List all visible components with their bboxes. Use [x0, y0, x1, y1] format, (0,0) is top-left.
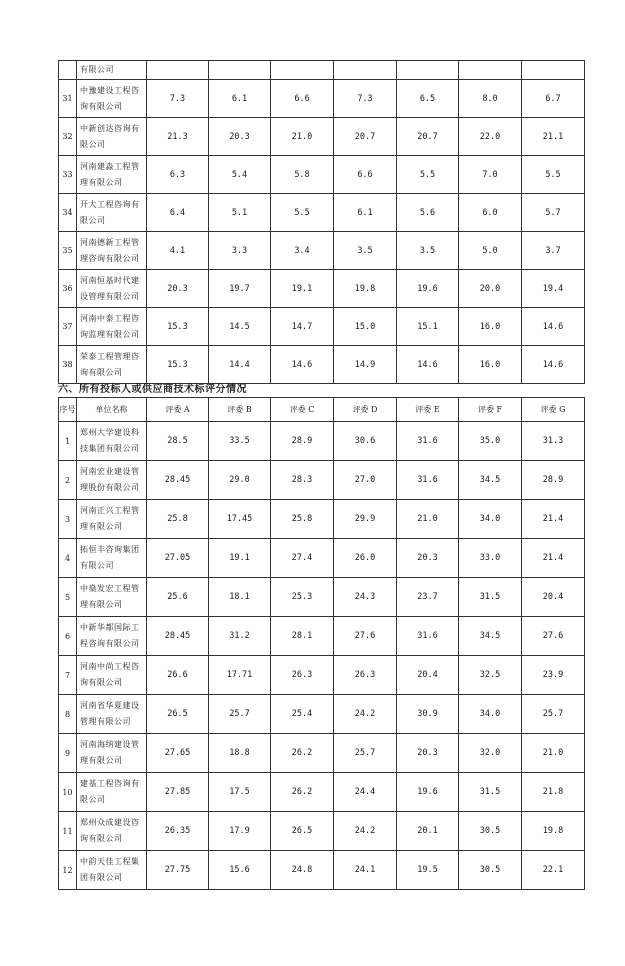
table-row [59, 232, 585, 270]
table-row [59, 656, 585, 695]
score-cell: 21.8 [522, 773, 585, 812]
score-cell: 3.3 [209, 232, 271, 270]
score-cell: 33.5 [209, 422, 271, 461]
row-number: 3 [59, 500, 77, 539]
score-cell: 20.4 [397, 656, 459, 695]
score-cell: 5.7 [522, 194, 585, 232]
score-cell: 27.4 [271, 539, 334, 578]
score-cell: 30.5 [459, 812, 522, 851]
score-cell: 6.6 [271, 80, 334, 118]
score-cell: 5.5 [397, 156, 459, 194]
score-cell: 19.4 [522, 270, 585, 308]
table-row [59, 270, 585, 308]
row-number: 32 [59, 118, 77, 156]
score-cell: 19.6 [397, 773, 459, 812]
score-cell: 8.0 [459, 80, 522, 118]
score-cell: 3.5 [334, 232, 397, 270]
score-cell: 19.7 [209, 270, 271, 308]
row-number: 6 [59, 617, 77, 656]
score-cell: 25.4 [271, 695, 334, 734]
row-number: 8 [59, 695, 77, 734]
score-cell: 31.5 [459, 578, 522, 617]
score-cell: 23.7 [397, 578, 459, 617]
score-cell: 20.3 [397, 539, 459, 578]
score-cell: 34.5 [459, 461, 522, 500]
score-cell: 25.7 [334, 734, 397, 773]
score-cell: 27.85 [147, 773, 209, 812]
table-row [59, 734, 585, 773]
score-cell: 6.0 [459, 194, 522, 232]
score-cell: 17.71 [209, 656, 271, 695]
score-cell: 5.1 [209, 194, 271, 232]
score-cell: 30.6 [334, 422, 397, 461]
score-cell: 15.0 [334, 308, 397, 346]
score-cell: 27.6 [334, 617, 397, 656]
technical-score-table [58, 397, 585, 890]
score-cell: 14.5 [209, 308, 271, 346]
score-cell: 29.0 [209, 461, 271, 500]
score-cell: 22.1 [522, 851, 585, 890]
score-cell: 27.6 [522, 617, 585, 656]
row-number: 11 [59, 812, 77, 851]
score-cell: 14.6 [522, 308, 585, 346]
score-cell: 17.5 [209, 773, 271, 812]
table-row [59, 539, 585, 578]
score-cell: 24.8 [271, 851, 334, 890]
row-number: 1 [59, 422, 77, 461]
company-name: 河南海纳建设管理有限公司 [77, 734, 147, 773]
score-cell: 21.3 [147, 118, 209, 156]
score-cell: 33.0 [459, 539, 522, 578]
score-cell: 15.1 [397, 308, 459, 346]
header-cell: 评委 G [522, 398, 585, 422]
company-name: 有限公司 [77, 61, 147, 80]
score-cell: 31.6 [397, 461, 459, 500]
score-cell: 35.0 [459, 422, 522, 461]
company-name: 中豫建设工程咨询有限公司 [77, 80, 147, 118]
score-cell: 16.0 [459, 308, 522, 346]
score-cell: 25.8 [147, 500, 209, 539]
score-cell: 18.1 [209, 578, 271, 617]
score-cell: 26.2 [271, 734, 334, 773]
score-cell: 5.4 [209, 156, 271, 194]
score-cell: 21.0 [271, 118, 334, 156]
score-cell: 14.4 [209, 346, 271, 384]
score-cell: 20.3 [209, 118, 271, 156]
score-cell: 14.6 [397, 346, 459, 384]
score-cell: 26.0 [334, 539, 397, 578]
row-number: 38 [59, 346, 77, 384]
table-row [59, 500, 585, 539]
score-cell: 26.3 [271, 656, 334, 695]
score-cell: 16.0 [459, 346, 522, 384]
header-cell: 评委 E [397, 398, 459, 422]
score-cell: 34.0 [459, 500, 522, 539]
header-row [59, 398, 585, 422]
score-cell: 34.0 [459, 695, 522, 734]
score-cell: 19.5 [397, 851, 459, 890]
score-cell: 5.8 [271, 156, 334, 194]
score-cell: 6.4 [147, 194, 209, 232]
company-name: 中韵天佳工程集团有限公司 [77, 851, 147, 890]
row-number: 31 [59, 80, 77, 118]
header-cell: 评委 D [334, 398, 397, 422]
score-cell: 19.1 [209, 539, 271, 578]
row-number: 36 [59, 270, 77, 308]
score-cell: 3.7 [522, 232, 585, 270]
company-name: 开大工程咨询有限公司 [77, 194, 147, 232]
header-cell: 单位名称 [77, 398, 147, 422]
score-cell: 24.3 [334, 578, 397, 617]
score-cell: 28.45 [147, 461, 209, 500]
row-number: 34 [59, 194, 77, 232]
score-cell: 25.7 [209, 695, 271, 734]
score-cell: 14.6 [271, 346, 334, 384]
company-name: 拓恒丰咨询集团有限公司 [77, 539, 147, 578]
company-name: 建基工程咨询有限公司 [77, 773, 147, 812]
score-cell: 31.6 [397, 422, 459, 461]
table-row [59, 695, 585, 734]
score-cell: 14.7 [271, 308, 334, 346]
score-cell: 29.9 [334, 500, 397, 539]
score-cell: 28.1 [271, 617, 334, 656]
score-cell: 21.4 [522, 500, 585, 539]
score-cell: 6.7 [522, 80, 585, 118]
score-cell: 24.4 [334, 773, 397, 812]
section-title: 六、所有投标人或供应商技术标评分情况 [58, 384, 247, 395]
score-cell: 21.1 [522, 118, 585, 156]
score-cell: 24.2 [334, 695, 397, 734]
score-cell: 27.65 [147, 734, 209, 773]
table-row [59, 156, 585, 194]
table-row [59, 308, 585, 346]
score-cell: 19.8 [334, 270, 397, 308]
score-cell: 14.9 [334, 346, 397, 384]
company-name: 荣泰工程管理咨询有限公司 [77, 346, 147, 384]
row-number: 35 [59, 232, 77, 270]
table-row [59, 773, 585, 812]
table-row [59, 346, 585, 384]
score-cell: 30.5 [459, 851, 522, 890]
table-row [59, 422, 585, 461]
score-cell: 26.5 [271, 812, 334, 851]
score-cell: 7.3 [334, 80, 397, 118]
company-name: 河南建淼工程管理有限公司 [77, 156, 147, 194]
score-cell: 22.0 [459, 118, 522, 156]
table-row [59, 461, 585, 500]
score-cell: 34.5 [459, 617, 522, 656]
score-cell: 28.9 [271, 422, 334, 461]
score-cell: 21.0 [522, 734, 585, 773]
score-table-continued [58, 60, 585, 384]
table-row [59, 194, 585, 232]
header-cell: 评委 F [459, 398, 522, 422]
score-cell: 6.6 [334, 156, 397, 194]
score-cell: 18.8 [209, 734, 271, 773]
score-cell: 20.3 [147, 270, 209, 308]
table-row [59, 812, 585, 851]
score-cell: 28.9 [522, 461, 585, 500]
score-cell: 25.8 [271, 500, 334, 539]
score-cell: 31.2 [209, 617, 271, 656]
score-cell: 24.2 [334, 812, 397, 851]
score-cell: 6.3 [147, 156, 209, 194]
score-cell: 26.2 [271, 773, 334, 812]
score-cell: 24.1 [334, 851, 397, 890]
score-cell: 28.3 [271, 461, 334, 500]
company-name: 河南恒基时代建设管理有限公司 [77, 270, 147, 308]
score-cell: 14.6 [522, 346, 585, 384]
score-cell: 20.7 [397, 118, 459, 156]
table-row [59, 617, 585, 656]
row-number: 10 [59, 773, 77, 812]
score-cell: 26.35 [147, 812, 209, 851]
row-number: 12 [59, 851, 77, 890]
score-cell: 21.0 [397, 500, 459, 539]
table-row [59, 80, 585, 118]
score-cell: 15.6 [209, 851, 271, 890]
row-number [59, 61, 77, 80]
score-cell: 31.6 [397, 617, 459, 656]
score-cell: 3.5 [397, 232, 459, 270]
score-cell: 5.0 [459, 232, 522, 270]
score-cell: 27.0 [334, 461, 397, 500]
score-cell: 26.6 [147, 656, 209, 695]
company-name: 郑州众成建设咨询有限公司 [77, 812, 147, 851]
score-cell: 20.1 [397, 812, 459, 851]
header-cell: 序号 [59, 398, 77, 422]
score-cell: 21.4 [522, 539, 585, 578]
score-cell: 20.0 [459, 270, 522, 308]
company-name: 河南省华夏建设管理有限公司 [77, 695, 147, 734]
company-name: 中燊发宏工程管理有限公司 [77, 578, 147, 617]
score-cell: 20.7 [334, 118, 397, 156]
table-row [59, 578, 585, 617]
score-cell: 7.0 [459, 156, 522, 194]
score-cell: 31.5 [459, 773, 522, 812]
header-cell: 评委 A [147, 398, 209, 422]
score-cell: 17.45 [209, 500, 271, 539]
score-cell: 15.3 [147, 346, 209, 384]
score-cell: 6.1 [334, 194, 397, 232]
score-cell: 6.1 [209, 80, 271, 118]
score-cell: 27.05 [147, 539, 209, 578]
company-name: 中新创达咨询有限公司 [77, 118, 147, 156]
company-name: 河南中泰工程咨询监理有限公司 [77, 308, 147, 346]
score-cell: 32.0 [459, 734, 522, 773]
score-cell: 28.45 [147, 617, 209, 656]
table-row [59, 61, 585, 80]
table-row [59, 851, 585, 890]
score-cell: 6.5 [397, 80, 459, 118]
score-cell: 25.6 [147, 578, 209, 617]
row-number: 9 [59, 734, 77, 773]
company-name: 郑州大学建设科技集团有限公司 [77, 422, 147, 461]
score-cell: 17.9 [209, 812, 271, 851]
row-number: 2 [59, 461, 77, 500]
score-cell: 15.3 [147, 308, 209, 346]
score-cell: 3.4 [271, 232, 334, 270]
score-cell: 19.6 [397, 270, 459, 308]
score-cell: 32.5 [459, 656, 522, 695]
score-cell: 28.5 [147, 422, 209, 461]
row-number: 33 [59, 156, 77, 194]
score-cell: 20.4 [522, 578, 585, 617]
company-name: 河南正兴工程管理有限公司 [77, 500, 147, 539]
score-cell: 7.3 [147, 80, 209, 118]
row-number: 4 [59, 539, 77, 578]
company-name: 河南宏业建设管理股份有限公司 [77, 461, 147, 500]
score-cell: 20.3 [397, 734, 459, 773]
row-number: 7 [59, 656, 77, 695]
score-cell: 25.7 [522, 695, 585, 734]
score-cell: 30.9 [397, 695, 459, 734]
header-cell: 评委 B [209, 398, 271, 422]
score-cell: 26.5 [147, 695, 209, 734]
score-cell: 5.6 [397, 194, 459, 232]
table-row [59, 118, 585, 156]
score-cell: 19.8 [522, 812, 585, 851]
score-cell: 5.5 [271, 194, 334, 232]
score-cell: 27.75 [147, 851, 209, 890]
score-cell: 25.3 [271, 578, 334, 617]
row-number: 5 [59, 578, 77, 617]
score-cell: 31.3 [522, 422, 585, 461]
row-number: 37 [59, 308, 77, 346]
header-cell: 评委 C [271, 398, 334, 422]
score-cell: 19.1 [271, 270, 334, 308]
company-name: 中新华都国际工程咨询有限公司 [77, 617, 147, 656]
score-cell: 26.3 [334, 656, 397, 695]
score-cell: 4.1 [147, 232, 209, 270]
score-cell: 5.5 [522, 156, 585, 194]
company-name: 河南德新工程管理咨询有限公司 [77, 232, 147, 270]
company-name: 河南中尚工程咨询有限公司 [77, 656, 147, 695]
score-cell: 23.9 [522, 656, 585, 695]
